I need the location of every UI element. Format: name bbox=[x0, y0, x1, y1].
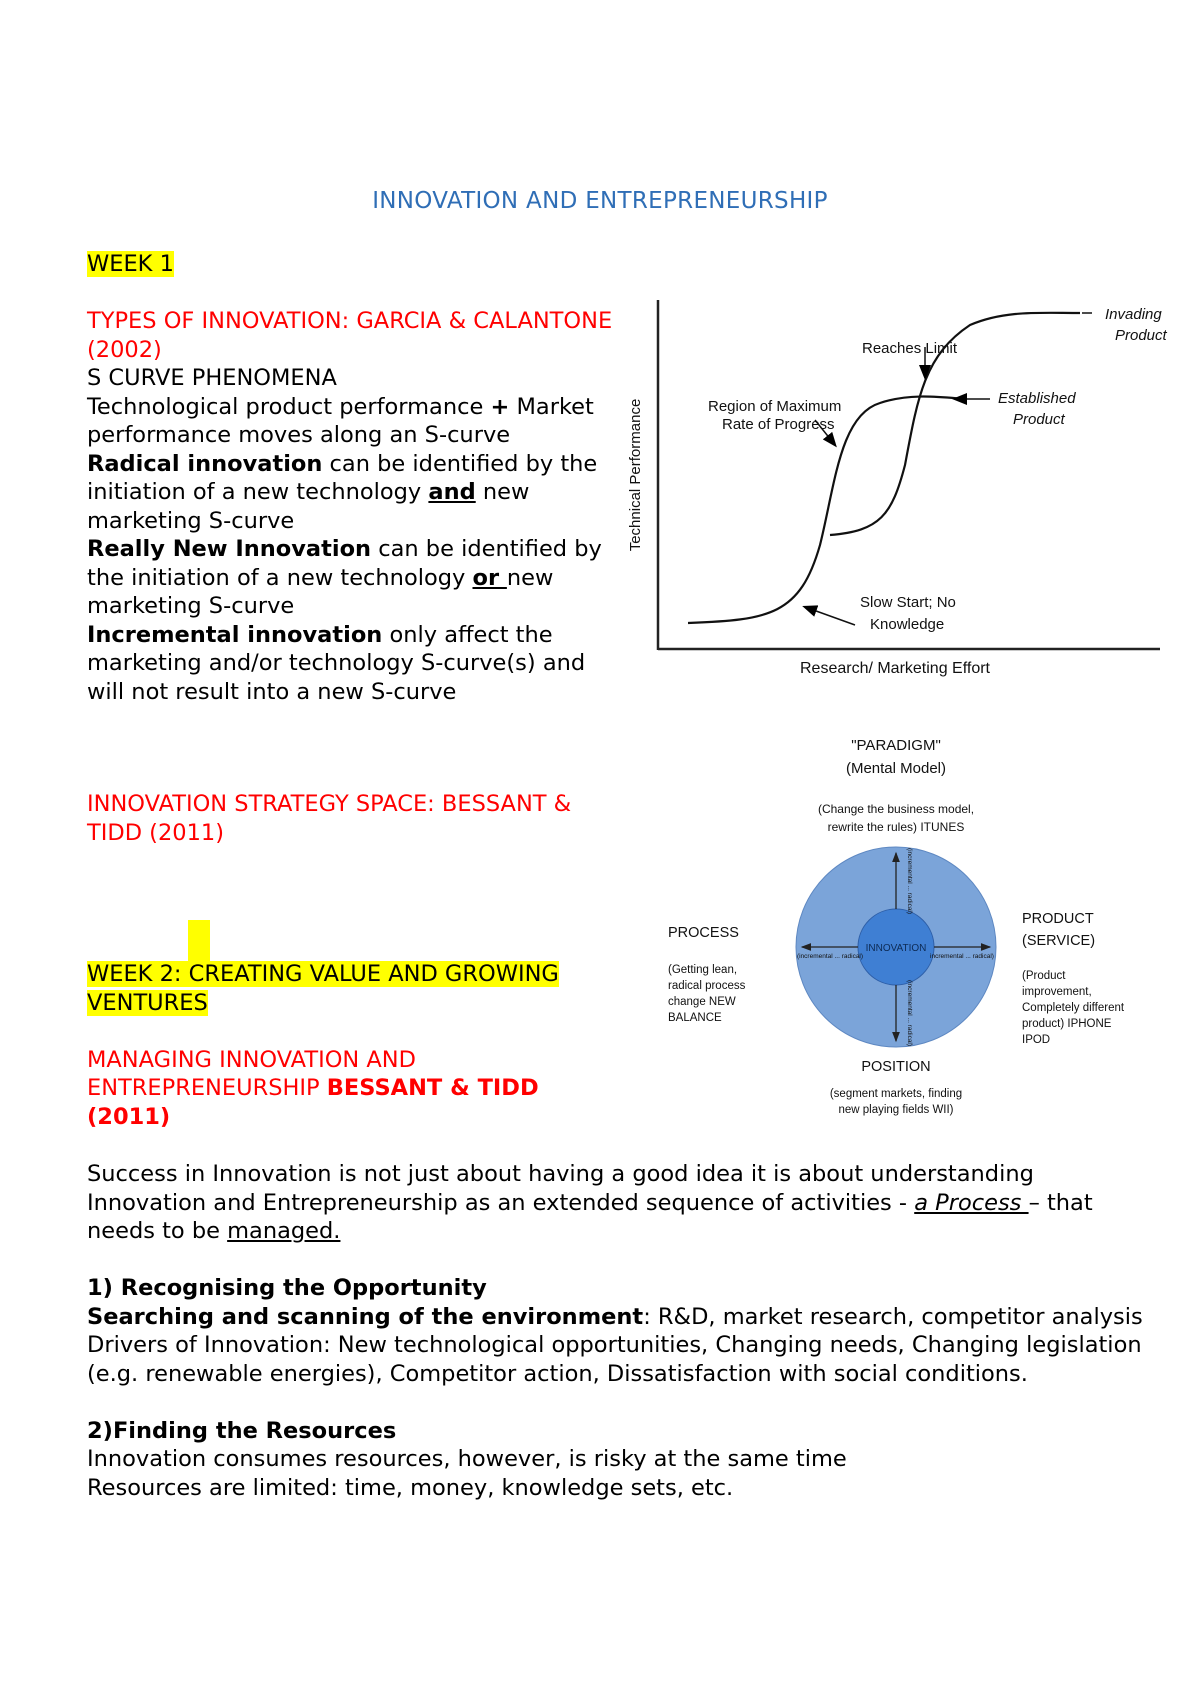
finding-line1: Innovation consumes resources, however, is risky at the same time bbox=[87, 1446, 847, 1472]
strategy-heading: INNOVATION STRATEGY SPACE: BESSANT & TIDD (2011) bbox=[87, 791, 572, 846]
arrow-left-label: (incremental ... radical) bbox=[796, 953, 864, 960]
week1-label: WEEK 1 bbox=[87, 251, 174, 277]
paradigm-note-2: rewrite the rules) ITUNES bbox=[827, 820, 965, 834]
process-note-2: radical process bbox=[668, 980, 746, 992]
really-new-part1: can be identified by the initiation of a new technology bbox=[87, 536, 602, 591]
established-label-1: Established bbox=[998, 390, 1076, 407]
product-note-4: product) IPHONE bbox=[1022, 1018, 1112, 1030]
reaches-limit-label: Reaches Limit bbox=[862, 340, 958, 357]
managing-heading bbox=[87, 1046, 627, 1132]
body-section bbox=[87, 1160, 1147, 1502]
strategy-section bbox=[87, 790, 627, 847]
radical-and: and bbox=[428, 479, 476, 505]
recognising-heading: 1) Recognising the Opportunity bbox=[87, 1275, 487, 1301]
week1-heading bbox=[87, 250, 627, 279]
product-note-5: IPOD bbox=[1022, 1034, 1051, 1046]
radical-part2: new marketing S-curve bbox=[87, 479, 530, 534]
tech-perf-text bbox=[87, 393, 627, 450]
process-label: PROCESS bbox=[668, 925, 739, 941]
product-note-3: Completely different bbox=[1022, 1002, 1125, 1014]
success-part1: Success in Innovation is not just about having a good idea it is about understanding Innovation and Entrepreneurship as an extended sequence of activities - bbox=[87, 1161, 1034, 1216]
invading-label-1: Invading bbox=[1105, 306, 1162, 323]
searching-rest: : R&D, market research, competitor analysis bbox=[643, 1303, 1143, 1330]
slow-start-arrow bbox=[805, 607, 855, 625]
paradigm-note-1: (Change the business model, bbox=[817, 802, 975, 816]
incremental-term: Incremental innovation bbox=[87, 621, 383, 648]
really-new-text bbox=[87, 535, 627, 621]
finding-line2: Resources are limited: time, money, knowledge sets, etc. bbox=[87, 1474, 734, 1501]
process-note-3: change NEW bbox=[668, 996, 736, 1008]
arrow-bottom-label: (incremental ... radical) bbox=[906, 979, 913, 1047]
searching-term: Searching and scanning of the environment bbox=[87, 1303, 644, 1330]
document-title: INNOVATION AND ENTREPRENEURSHIP bbox=[372, 188, 828, 214]
week2-label: WEEK 2: CREATING VALUE AND GROWING VENTURES bbox=[87, 961, 559, 1016]
center-label: INNOVATION bbox=[865, 943, 927, 954]
managing-authors: BESSANT & TIDD (2011) bbox=[87, 1075, 539, 1130]
product-note-1: (Product bbox=[1022, 970, 1066, 982]
invading-label-2: Product bbox=[1115, 327, 1167, 344]
service-label: (SERVICE) bbox=[1022, 933, 1096, 949]
types-heading: TYPES OF INNOVATION: GARCIA & CALANTONE (2002) bbox=[87, 308, 613, 363]
radical-term: Radical innovation bbox=[87, 450, 323, 477]
arrow-right-label: incremental ... radical) bbox=[930, 953, 994, 960]
week2-section bbox=[87, 960, 627, 1131]
slow-start-label-1: Slow Start; No bbox=[860, 594, 956, 611]
product-note-2: improvement, bbox=[1022, 986, 1092, 998]
mental-model-label: (Mental Model) bbox=[845, 760, 947, 777]
radical-text bbox=[87, 450, 627, 536]
really-new-part2: new marketing S-curve bbox=[87, 564, 554, 619]
really-new-or: or bbox=[472, 564, 507, 591]
slow-start-label-2: Knowledge bbox=[870, 616, 945, 633]
success-managed: managed. bbox=[227, 1218, 341, 1244]
success-text bbox=[87, 1160, 1147, 1246]
s-curve-figure bbox=[620, 295, 1170, 685]
tech-perf-part2: Market performance moves along an S-curve bbox=[87, 393, 594, 448]
week1-section bbox=[87, 250, 627, 706]
s-curve-heading: S CURVE PHENOMENA bbox=[87, 365, 337, 391]
finding-heading: 2)Finding the Resources bbox=[87, 1417, 397, 1444]
success-process: a Process bbox=[914, 1189, 1029, 1216]
strategy-space-figure bbox=[650, 735, 1170, 1125]
region-label-2: Rate of Progress bbox=[722, 416, 835, 433]
position-note-2: new playing fields WII) bbox=[838, 1104, 954, 1116]
week2-heading bbox=[87, 960, 627, 1017]
tech-perf-part1: Technological product performance bbox=[87, 393, 491, 420]
paradigm-label: "PARADIGM" bbox=[851, 737, 941, 754]
position-note-1: (segment markets, finding bbox=[829, 1088, 963, 1100]
y-axis-label: Technical Performance bbox=[627, 398, 644, 552]
managing-part1: MANAGING INNOVATION AND ENTREPRENEURSHIP bbox=[87, 1046, 416, 1101]
process-note-1: (Getting lean, bbox=[668, 964, 738, 976]
arrow-top-label: (incremental ... radical) bbox=[906, 847, 913, 915]
position-label: POSITION bbox=[861, 1059, 931, 1075]
success-part2: – that needs to be bbox=[87, 1189, 1093, 1244]
radical-part1: can be identified by the initiation of a new technology bbox=[87, 450, 598, 505]
incremental-part1: only affect the marketing and/or technology S-curve(s) and will not result into a new S-curve bbox=[87, 621, 586, 705]
established-label-2: Product bbox=[1013, 411, 1065, 428]
searching-text bbox=[87, 1303, 1147, 1332]
highlight-marker bbox=[188, 920, 210, 962]
x-axis-label: Research/ Marketing Effort bbox=[799, 660, 991, 677]
process-note-4: BALANCE bbox=[668, 1012, 722, 1024]
drivers-text: Drivers of Innovation: New technological opportunities, Changing needs, Changing legislation (e.g. renewable energies), Competitor action, Dissatisfaction with social conditions. bbox=[87, 1332, 1142, 1387]
plus-symbol: + bbox=[490, 393, 510, 420]
product-label: PRODUCT bbox=[1022, 911, 1094, 927]
region-label-1: Region of Maximum bbox=[708, 398, 842, 415]
incremental-text bbox=[87, 621, 627, 707]
really-new-term: Really New Innovation bbox=[87, 536, 372, 562]
